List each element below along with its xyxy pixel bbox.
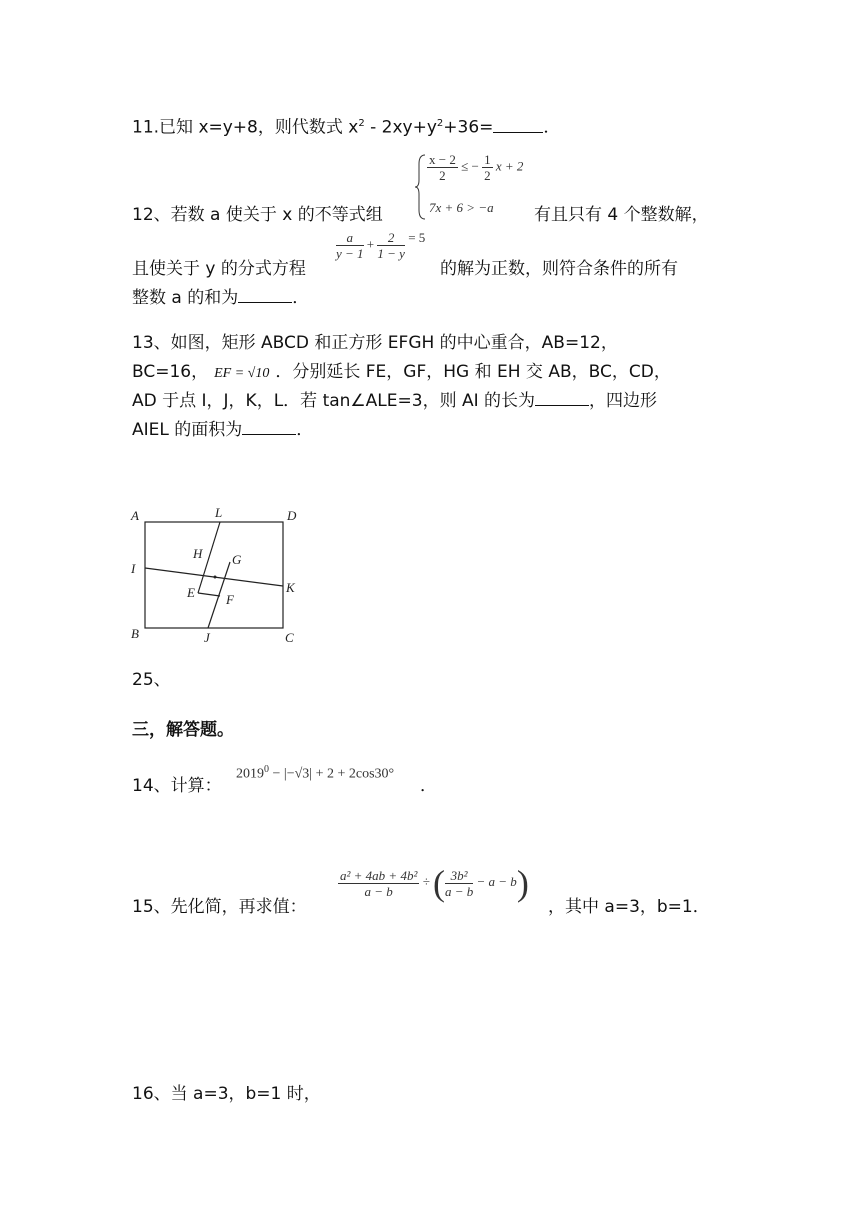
label-f: F (226, 592, 234, 607)
q14-prefix: 14、计算： (132, 776, 222, 796)
answer-blank[interactable] (242, 416, 296, 435)
q25-label: 25、 (132, 670, 171, 690)
q14-end: ． (420, 776, 437, 796)
question-12-line1-end (534, 201, 709, 229)
label-d: D (287, 508, 297, 523)
ef-expression: EF = √10 (214, 366, 270, 381)
eq-rhs: = 5 (408, 230, 426, 245)
ineq1-den: 2 (439, 168, 446, 183)
q15-f2-num: 3b² (445, 868, 473, 884)
question-25 (132, 666, 171, 694)
q15-f2-tail: − a − b (476, 873, 517, 889)
q15-expression (338, 862, 529, 904)
q14-expr-sup: 0 (264, 764, 269, 775)
rectangle-abcd (145, 522, 283, 628)
label-c: C (285, 630, 294, 645)
q11-text-middle: - 2xy+y (364, 117, 437, 138)
q13-line2-suffix: ．分别延长 FE，GF，HG 和 EH 交 AB，BC，CD， (275, 362, 671, 382)
label-a: A (131, 508, 139, 523)
q14-expr-b: − |−√3| + 2 + 2cos30° (269, 766, 395, 782)
q15-prefix: 15、先化简，再求值： (132, 897, 307, 917)
label-e: E (187, 585, 195, 600)
question-12-line3 (132, 284, 309, 312)
question-13-line1 (132, 329, 618, 357)
ineq1-num: x − 2 (429, 152, 456, 167)
q14-expr-a: 2019 (236, 766, 264, 782)
q12-line2-prefix: 且使关于 y 的分式方程 (132, 259, 306, 279)
q13-line3-prefix: AD 于点 I，J，K，L．若 tan∠ALE=3，则 AI 的长为 (132, 391, 536, 411)
label-l: L (215, 505, 223, 520)
question-14 (132, 772, 222, 800)
eq-f1-num: a (336, 230, 364, 246)
line-e-f (198, 593, 220, 596)
eq-f1-den: y − 1 (336, 246, 364, 261)
label-g: G (232, 552, 242, 567)
q11-end: ． (543, 117, 561, 138)
inequality-2: 7x + 6 > −a (429, 200, 494, 215)
center-point (214, 576, 217, 579)
q16-text: 16、当 a=3，b=1 时， (132, 1084, 321, 1104)
q11-sup1: 2 (358, 118, 365, 129)
fraction-equation (336, 230, 425, 261)
question-11 (132, 110, 560, 142)
inequality-1 (427, 152, 523, 183)
ineq1-frac-num: 1 (484, 152, 491, 167)
q11-text-prefix: 11.已知 x=y+8，则代数式 x (132, 117, 359, 138)
answer-blank[interactable] (535, 387, 589, 406)
q14-expression (236, 764, 394, 783)
q12-line2-suffix: 的解为正数，则符合条件的所有 (440, 259, 678, 279)
q12-line1-suffix: 有且只有 4 个整数解， (534, 205, 709, 225)
label-j: J (204, 630, 210, 645)
q12-line3: 整数 a 的和为 (132, 288, 239, 308)
label-i: I (131, 561, 136, 576)
answer-blank[interactable] (238, 284, 292, 303)
question-12-line1 (132, 201, 383, 229)
eq-f2-den: 1 − y (377, 246, 405, 261)
q15-divide: ÷ (422, 873, 430, 889)
label-k: K (286, 580, 295, 595)
q12-line3-end: ． (292, 288, 310, 308)
q14-end-mark (420, 772, 437, 800)
q15-suffix: ，其中 a=3，b=1． (548, 897, 710, 917)
question-13-line4 (132, 416, 313, 444)
section-heading (132, 716, 234, 744)
q11-sup2: 2 (436, 118, 444, 129)
q13-line4-end: ． (296, 420, 314, 440)
q12-line1-prefix: 12、若数 a 使关于 x 的不等式组 (132, 205, 383, 225)
q11-text-suffix: +36= (443, 117, 494, 138)
eq-plus: + (366, 236, 375, 252)
q15-f1-den: a − b (364, 883, 393, 899)
label-h: H (193, 546, 203, 561)
section3-title: 三，解答题。 (132, 720, 234, 740)
question-12-line2 (132, 255, 306, 283)
label-b: B (131, 626, 139, 641)
q13-line1: 13、如图，矩形 ABCD 和正方形 EFGH 的中心重合，AB=12， (132, 333, 618, 353)
question-15 (132, 893, 307, 921)
question-16 (132, 1080, 321, 1108)
q13-line2-prefix: BC=16， (132, 362, 209, 382)
ineq1-tail: x + 2 (495, 158, 524, 174)
question-13-line2 (132, 358, 671, 388)
left-brace-icon (415, 154, 427, 220)
right-paren-icon: ) (516, 863, 529, 903)
ineq1-mid: ≤ − (461, 158, 479, 174)
ineq1-frac-den: 2 (484, 168, 491, 183)
q13-line4-prefix: AIEL 的面积为 (132, 420, 243, 440)
q13-line3-suffix: ，四边形 (589, 391, 658, 411)
question-12-line2-end (440, 255, 678, 283)
question-13-line3 (132, 387, 657, 415)
q15-f1-num: a² + 4ab + 4b² (340, 867, 418, 883)
q15-f2-den: a − b (444, 883, 474, 899)
answer-blank[interactable] (493, 114, 543, 133)
inequality-system (415, 152, 545, 222)
q15-suffix-line (548, 893, 710, 921)
geometry-figure (125, 500, 325, 650)
eq-f2-num: 2 (377, 230, 405, 246)
left-paren-icon: ( (432, 863, 445, 903)
